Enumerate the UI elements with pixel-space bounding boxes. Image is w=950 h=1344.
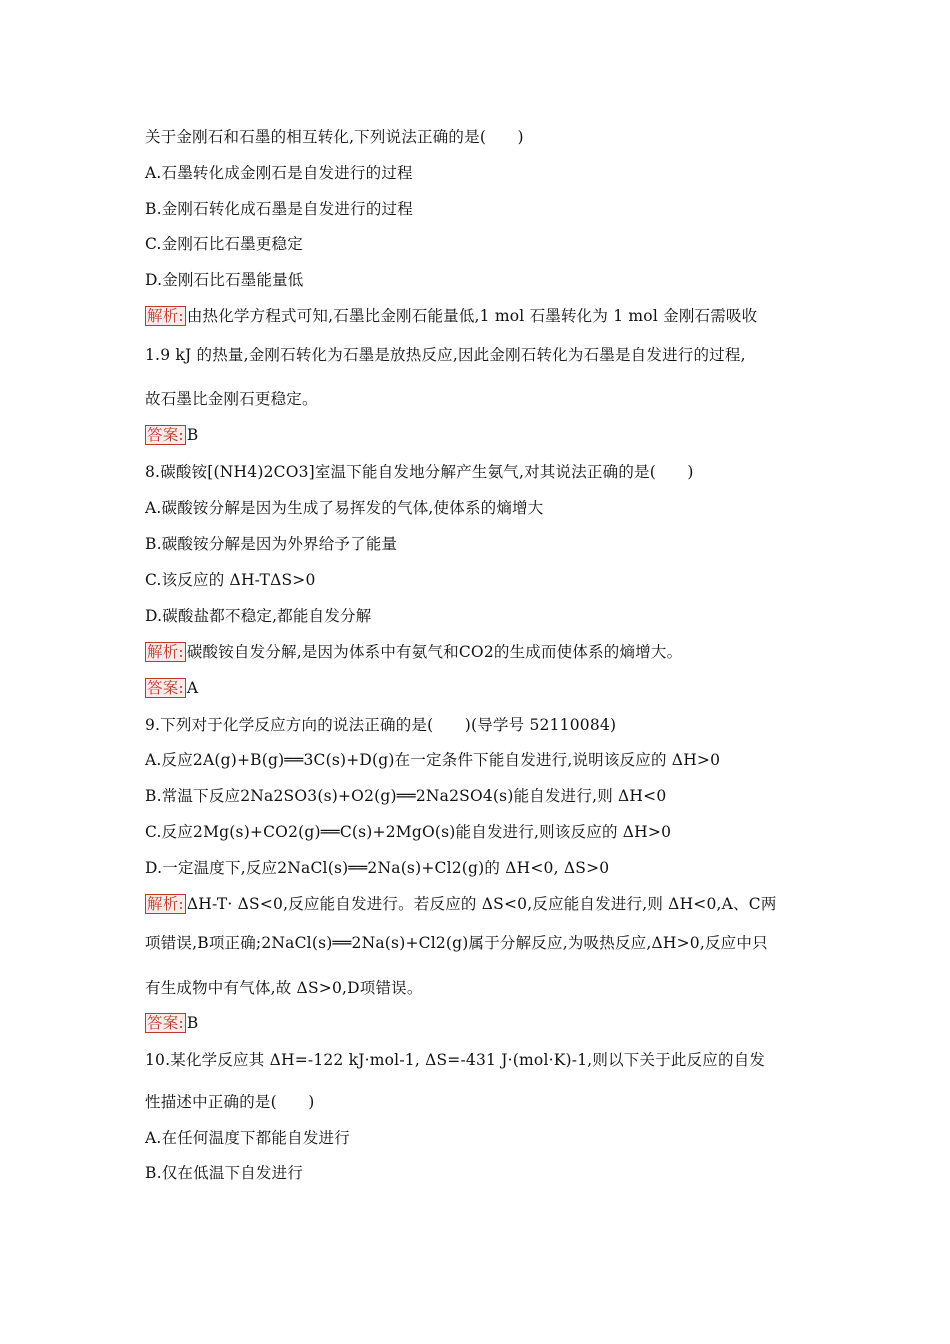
q9-option-d: D.一定温度下,反应2NaCl(s)══2Na(s)+Cl2(g)的 ΔH<0, ΔS>0 xyxy=(145,859,610,877)
q10-stem-1: 10.某化学反应其 ΔH=-122 kJ·mol-1, ΔS=-431 J·(mol·K)-1,则以下关于此反应的自发 xyxy=(145,1051,766,1069)
q9-option-a: A.反应2A(g)+B(g)══3C(s)+D(g)在一定条件下能自发进行,说明该反应的 ΔH>0 xyxy=(145,751,721,769)
q7-option-d: D.金刚石比石墨能量低 xyxy=(145,271,304,289)
q7-analysis-text-1: 由热化学方程式可知,石墨比金刚石能量低,1 mol 石墨转化为 1 mol 金刚石需吸收 xyxy=(186,307,758,325)
answer-label: 答案: xyxy=(147,426,184,444)
q9-analysis-text-3: 有生成物中有气体,故 ΔS>0,D项错误。 xyxy=(145,979,423,997)
q9-analysis-text-1: ΔH-T· ΔS<0,反应能自发进行。若反应的 ΔS<0,反应能自发进行,则 ΔH<0,A、C两 xyxy=(186,895,777,913)
q9-option-c: C.反应2Mg(s)+CO2(g)══C(s)+2MgO(s)能自发进行,则该反应的 ΔH>0 xyxy=(145,823,672,841)
answer-label: 答案: xyxy=(147,679,184,697)
q7-option-a: A.石墨转化成金刚石是自发进行的过程 xyxy=(145,164,413,182)
q9-stem: 9.下列对于化学反应方向的说法正确的是( )(导学号 52110084) xyxy=(145,716,617,734)
analysis-label: 解析: xyxy=(147,307,184,325)
analysis-label: 解析: xyxy=(147,643,184,661)
q8-option-d: D.碳酸盐都不稳定,都能自发分解 xyxy=(145,607,372,625)
q8-option-b: B.碳酸铵分解是因为外界给予了能量 xyxy=(145,535,398,553)
q7-analysis-text-3: 故石墨比金刚石更稳定。 xyxy=(145,390,318,408)
analysis-label: 解析: xyxy=(147,895,184,913)
q8-analysis xyxy=(145,641,682,663)
q7-option-c: C.金刚石比石墨更稳定 xyxy=(145,235,303,253)
q10-option-a: A.在任何温度下都能自发进行 xyxy=(145,1129,350,1147)
q7-option-b: B.金刚石转化成石墨是自发进行的过程 xyxy=(145,200,413,218)
q8-option-c: C.该反应的 ΔH-TΔS>0 xyxy=(145,571,316,589)
q7-analysis xyxy=(145,305,757,327)
q10-stem-2: 性描述中正确的是( ) xyxy=(145,1093,315,1111)
q8-stem: 8.碳酸铵[(NH4)2CO3]室温下能自发地分解产生氨气,对其说法正确的是( ) xyxy=(145,463,694,481)
answer-label: 答案: xyxy=(147,1014,184,1032)
q8-analysis-text-1: 碳酸铵自发分解,是因为体系中有氨气和CO2的生成而使体系的熵增大。 xyxy=(186,643,683,661)
q7-stem: 关于金刚石和石墨的相互转化,下列说法正确的是( ) xyxy=(145,128,524,146)
q7-analysis-text-2: 1.9 kJ 的热量,金刚石转化为石墨是放热反应,因此金刚石转化为石墨是自发进行的过程, xyxy=(145,346,746,364)
q7-answer xyxy=(145,424,198,446)
q9-answer-value: B xyxy=(186,1014,199,1032)
q7-answer-value: B xyxy=(186,426,199,444)
q9-answer xyxy=(145,1012,198,1034)
q8-answer-value: A xyxy=(186,679,199,697)
q9-analysis xyxy=(145,893,777,915)
q10-option-b: B.仅在低温下自发进行 xyxy=(145,1164,304,1182)
q8-answer xyxy=(145,677,198,699)
q9-option-b: B.常温下反应2Na2SO3(s)+O2(g)══2Na2SO4(s)能自发进行,则 ΔH<0 xyxy=(145,787,667,805)
q8-option-a: A.碳酸铵分解是因为生成了易挥发的气体,使体系的熵增大 xyxy=(145,499,544,517)
q9-analysis-text-2: 项错误,B项正确;2NaCl(s)══2Na(s)+Cl2(g)属于分解反应,为吸热反应,ΔH>0,反应中只 xyxy=(145,934,768,952)
